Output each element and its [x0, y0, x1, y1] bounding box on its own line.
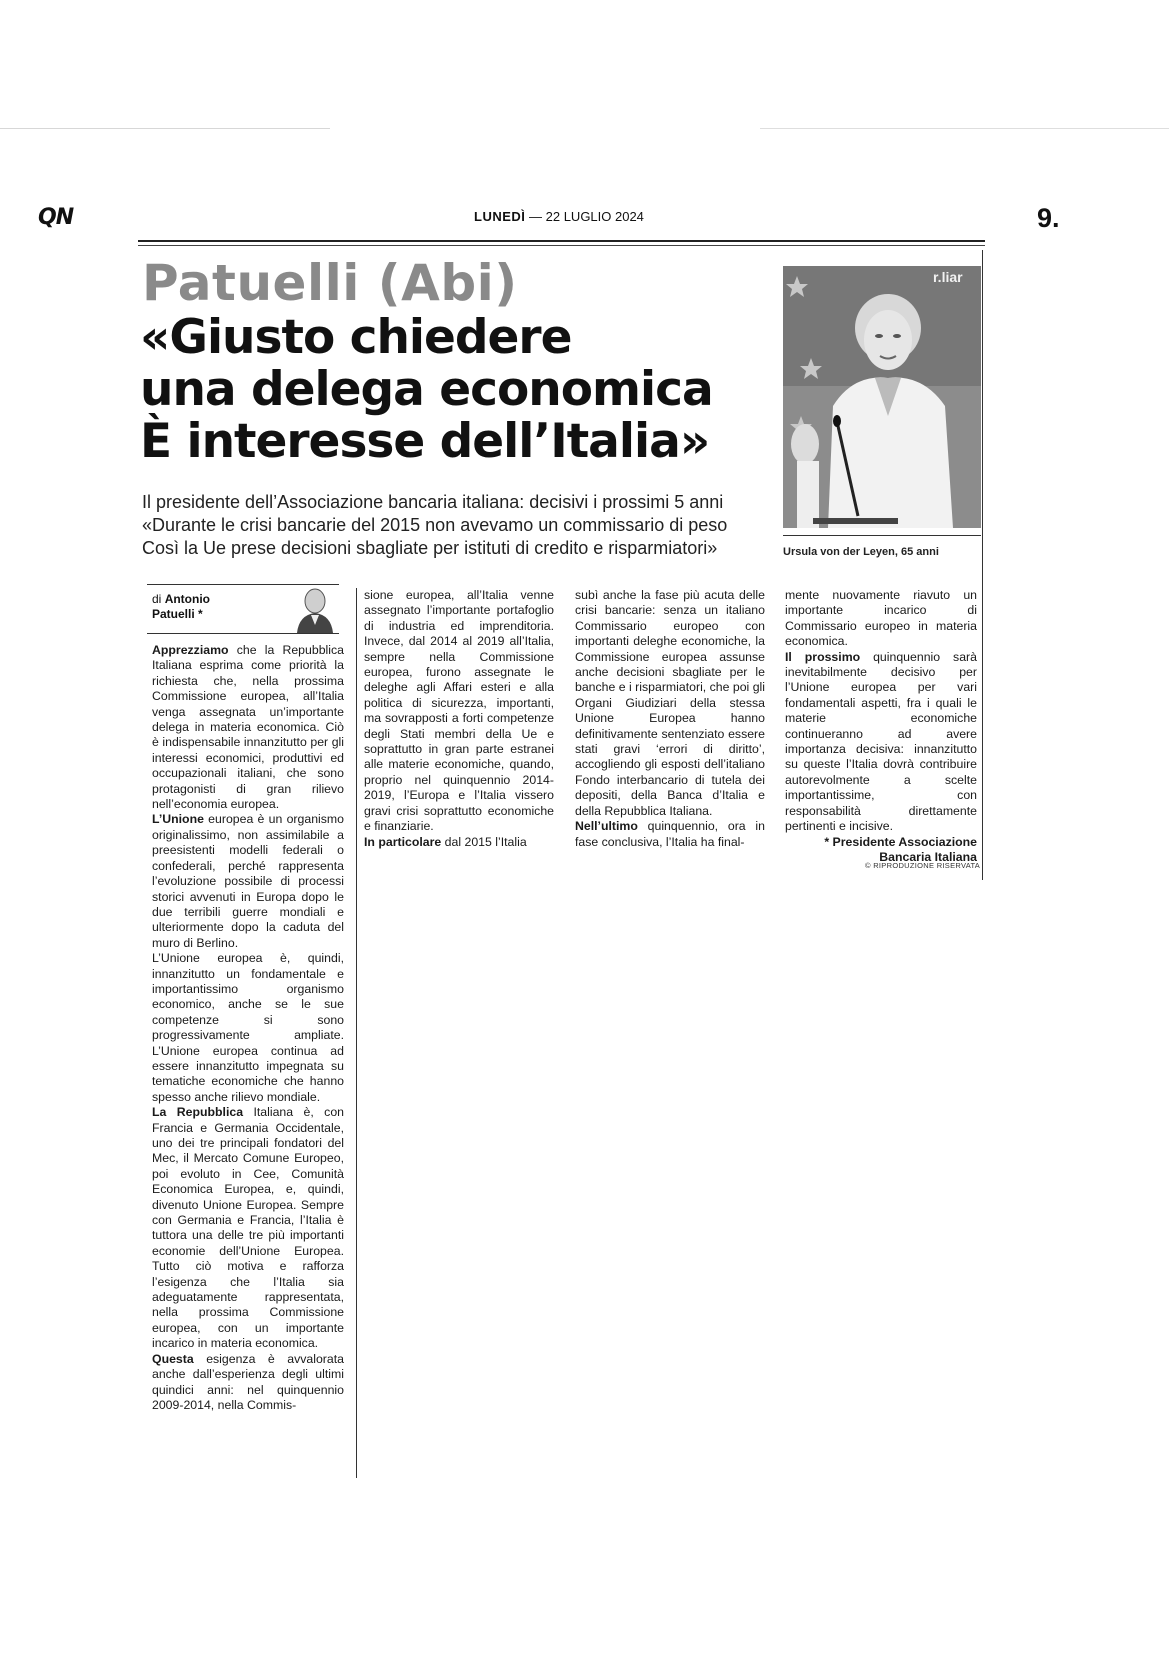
article-column-3 — [575, 588, 765, 850]
paragraph-lead: L’Unione — [152, 812, 204, 827]
author-signature-line: * Presidente Associazione — [824, 834, 977, 849]
paragraph: sione europea, all’Italia venne assegnato l’importante portafoglio di industria ed imprenditoria. Invece, dal 2014 al 2019 all’Italia, sempre nella Commissione europea, furono assegnate le deleghe agli Affari esteri e alla politica di sicurezza, importanti, ma sovrapposti a forti competenze degli Stati membri della Ue e soprattutto in gran parte estranei alle materie economiche, quando, proprio nel quinquennio 2014-2019, l’Europa e l’Italia vissero gravi crisi soprattutto economiche e finanziarie. — [364, 588, 554, 834]
column-rule — [356, 588, 357, 1478]
subhead-line: Così la Ue prese decisioni sbagliate per istituti di credito e risparmiatori» — [142, 538, 718, 558]
paragraph-lead: La Repubblica — [152, 1105, 244, 1120]
page-header — [38, 205, 983, 235]
author-signature-line: Bancaria Italiana — [879, 849, 977, 864]
paragraph: mente nuovamente riavuto un importante incarico di Commissario europeo in materia economica. — [785, 588, 977, 649]
paragraph: subì anche la fase più acuta delle crisi bancarie: senza un italiano Commissario europeo con importanti deleghe economiche, la Commissione europea assunse anche decisioni sbagliate per le banche e i risparmiatori, che poi gli Organi Giudiziari della stessa Unione Europea hanno definitivamente sentenziato essere stati gravi ‘errori di diritto’, accogliendo gli esposti dell’italiano Fondo interbancario di tutela dei depositi, della Banca d’Italia e della Repubblica Italiana. — [575, 588, 766, 818]
paragraph — [575, 819, 765, 850]
paragraph — [152, 1105, 344, 1352]
copyright-notice: © RIPRODUZIONE RISERVATA — [865, 861, 981, 870]
paragraph-lead: Il prossimo — [785, 649, 861, 664]
paragraph — [785, 650, 977, 835]
byline-prefix: di — [152, 592, 162, 606]
header-rule — [138, 240, 985, 242]
article-column-4 — [785, 588, 977, 865]
author-portrait-image — [291, 585, 337, 633]
paragraph-lead: In particolare — [364, 834, 442, 849]
paragraph — [152, 812, 344, 951]
column-frame-rule — [982, 250, 983, 880]
page-number: 9. — [1037, 203, 1060, 233]
photo-rule — [783, 535, 981, 536]
paragraph-text: dal 2015 l’Italia — [441, 834, 527, 849]
paragraph-text: europea è un organismo originalissimo, non assimilabile a preesistenti modelli federali o confederali, perché rappresenta l’evoluzione possibile di processi storici avvenuti in Europa dopo le due terribili guerre mondiali e ulteriormente dopo la caduta del muro di Berlino. — [152, 812, 344, 950]
photo-caption: Ursula von der Leyen, 65 anni — [783, 546, 939, 558]
article-column-2 — [364, 588, 554, 850]
article-column-1 — [152, 643, 344, 1413]
scan-noise — [760, 128, 1169, 129]
byline — [152, 592, 210, 622]
paragraph — [152, 1352, 344, 1414]
photo-badge: r.liar — [933, 269, 963, 285]
headline-line: «Giusto chiedere — [140, 310, 572, 365]
byline-name-first: Antonio — [164, 592, 211, 606]
scan-noise — [0, 128, 330, 129]
paragraph-text: quinquennio, ora in fase conclusiva, l’Italia ha final- — [575, 819, 765, 849]
newspaper-logo: QN — [38, 205, 74, 230]
paragraph: L’Unione europea è, quindi, innanzitutto un fondamentale e importantissimo organismo economico, anche se le sue competenze si sono progressivamente ampliate. L’Unione europea continua ad essere innanzitutto impegnata su tematiche economiche che hanno spesso anche rilievo mondiale. — [152, 951, 344, 1104]
paragraph — [364, 835, 554, 850]
byline-rule-bottom — [147, 633, 339, 634]
byline-name-last: Patuelli * — [152, 607, 203, 621]
dateline — [474, 209, 644, 224]
subhead-line: «Durante le crisi bancarie del 2015 non avevamo un commissario di peso — [142, 515, 728, 535]
article-subhead — [142, 491, 742, 560]
author-portrait — [291, 585, 337, 633]
paragraph-text: quinquennio sarà inevitabilmente decisivo per l’Unione europea per vari fondamentali aspetti, fra i quali le materie economiche continueranno ad avere importanza decisiva: innanzitutto su queste l’Italia dovrà contribuire autorevolmente a scelte importantissime, con responsabilità direttamente pertinenti e incisive. — [785, 649, 977, 834]
paragraph-lead: Apprezziamo — [152, 643, 229, 657]
subhead-line: Il presidente dell’Associazione bancaria italiana: decisivi i prossimi 5 anni — [142, 492, 724, 512]
headline-line: una delega economica — [140, 362, 713, 417]
dateline-day: LUNEDÌ — [474, 209, 526, 224]
article-photo — [783, 266, 981, 528]
article-kicker: Patuelli (Abi) — [142, 254, 518, 312]
article-headline — [140, 312, 730, 468]
headline-line: È interesse dell’Italia» — [140, 414, 710, 469]
paragraph-text: che la Repubblica Italiana esprima come priorità la richiesta che, nella prossima Commissione europea, all’Italia venga assegnata un’importante delega in materia economica. Ciò è indispensabile innanzitutto per gli interessi economici, produttivi ed occupazionali italiani, che sono protagonisti di gran rilievo nell’economia europea. — [152, 643, 344, 812]
header-rule-thin — [138, 245, 985, 246]
dateline-date: — 22 LUGLIO 2024 — [529, 209, 644, 224]
paragraph — [152, 643, 344, 812]
paragraph-lead: Questa — [152, 1351, 194, 1366]
paragraph-text: Italiana è, con Francia e Germania Occidentale, uno dei tre principali fondatori del Mec, il Mercato Comune Europeo, poi evoluto in Cee, Comunità Economica Europea, e, quindi, divenuto Unione Europea. Sempre con Germania e Francia, l’Italia è tuttora una delle tre più importanti economie dell’Unione Europea. Tutto ciò motiva e rafforza l’esigenza che l’Italia sia adeguatamente rappresentata, nella prossima Commissione europea, con un importante incarico in materia economica. — [152, 1105, 345, 1351]
paragraph-text: esigenza è avvalorata anche dall’esperienza degli ultimi quindici anni: nel quinquennio 2009-2014, nella Commis- — [152, 1351, 344, 1412]
paragraph-lead: Nell’ultimo — [575, 819, 638, 834]
portrait-image — [783, 266, 981, 528]
